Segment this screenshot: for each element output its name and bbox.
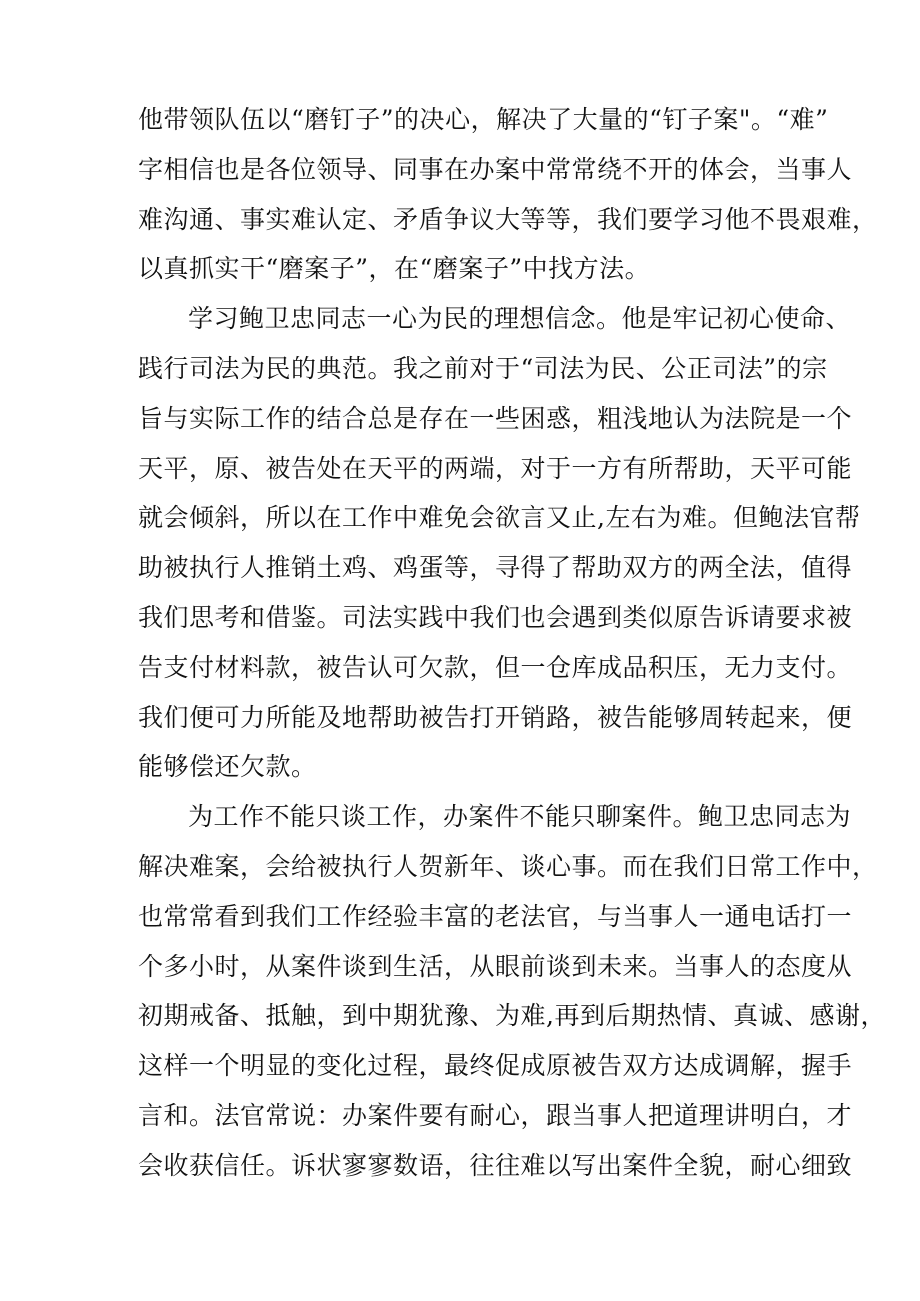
text-line: 我们思考和借鉴。司法实践中我们也会遇到类似原告诉请要求被 <box>138 602 853 632</box>
text-line: 这样一个明显的变化过程，最终促成原被告双方达成调解，握手 <box>138 1051 853 1081</box>
text-line: 字相信也是各位领导、同事在办案中常常绕不开的体会，当事人 <box>138 154 853 184</box>
text-line: 言和。法官常说：办案件要有耐心，跟当事人把道理讲明白，才 <box>138 1100 853 1130</box>
text-line: 旨与实际工作的结合总是存在一些困惑，粗浅地认为法院是一个 <box>138 403 853 433</box>
text-line: 学习鲍卫忠同志一心为民的理想信念。他是牢记初心使命、 <box>188 304 852 334</box>
text-line: 能够偿还欠款。 <box>138 752 317 782</box>
text-line: 为工作不能只谈工作，办案件不能只聊案件。鲍卫忠同志为 <box>188 802 852 832</box>
text-line: 告支付材料款，被告认可欠款，但一仓库成品积压，无力支付。 <box>138 652 853 682</box>
text-line: 助被执行人推销土鸡、鸡蛋等，寻得了帮助双方的两全法，值得 <box>138 553 853 583</box>
text-line: 他带领队伍以“磨钉子”的决心，解决了大量的“钉子案"。“难” <box>138 105 829 134</box>
text-line: 也常常看到我们工作经验丰富的老法官，与当事人一通电话打一 <box>138 901 853 931</box>
document-body <box>138 95 886 1191</box>
text-line: 初期戒备、抵触，到中期犹豫、为难,再到后期热情、真诚、感谢， <box>138 1001 886 1031</box>
text-line: 我们便可力所能及地帮助被告打开销路，被告能够周转起来，便 <box>138 702 853 732</box>
text-line: 难沟通、事实难认定、矛盾争议大等等，我们要学习他不畏艰难， <box>138 204 878 234</box>
text-line: 解决难案，会给被执行人贺新年、谈心事。而在我们日常工作中， <box>138 851 878 881</box>
text-line: 以真抓实干“磨案子”，在“磨案子”中找方法。 <box>138 254 651 284</box>
text-line: 个多小时，从案件谈到生活，从眼前谈到未来。当事人的态度从 <box>138 951 853 981</box>
text-line: 天平，原、被告处在天平的两端，对于一方有所帮助，天平可能 <box>138 453 853 483</box>
text-line: 践行司法为民的典范。我之前对于“司法为民、公正司法”的宗 <box>138 353 828 383</box>
text-line: 就会倾斜，所以在工作中难免会欲言又止,左右为难。但鲍法官帮 <box>138 503 861 533</box>
text-line: 会收获信任。诉状寥寥数语，往往难以写出案件全貌，耐心细致 <box>138 1150 853 1180</box>
